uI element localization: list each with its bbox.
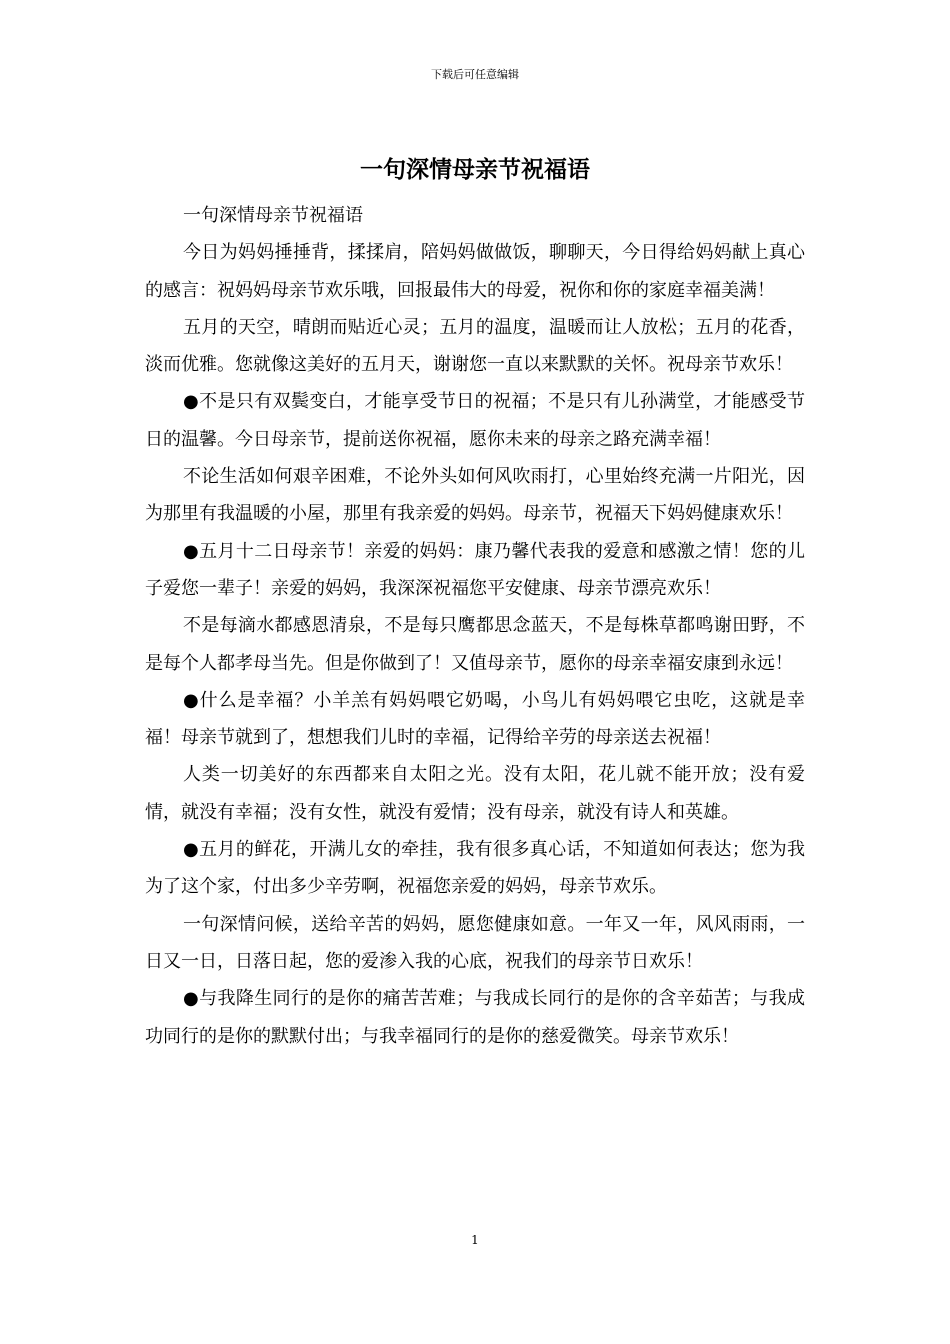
document-title: 一句深情母亲节祝福语 (360, 156, 590, 183)
paragraph: ●不是只有双鬓变白，才能享受节日的祝福；不是只有儿孙满堂，才能感受节日的温馨。今日母亲节，提前送你祝福，愿你未来的母亲之路充满幸福！ (145, 391, 805, 450)
header-note: 下载后可任意编辑 (431, 68, 519, 81)
page-number: 1 (471, 1233, 479, 1247)
paragraph: 人类一切美好的东西都来自太阳之光。没有太阳，花儿就不能开放；没有爱情，就没有幸福；没有女性，就没有爱情；没有母亲，就没有诗人和英雄。 (145, 764, 805, 823)
paragraph: ●五月十二日母亲节！亲爱的妈妈：康乃馨代表我的爱意和感激之情！您的儿子爱您一辈子！亲爱的妈妈，我深深祝福您平安健康、母亲节漂亮欢乐！ (145, 540, 805, 599)
paragraph: ●什么是幸福？小羊羔有妈妈喂它奶喝，小鸟儿有妈妈喂它虫吃，这就是幸福！母亲节就到了，想想我们儿时的幸福，记得给辛劳的母亲送去祝福！ (145, 689, 805, 749)
paragraph: 今日为妈妈捶捶背，揉揉肩，陪妈妈做做饭，聊聊天，今日得给妈妈献上真心的感言：祝妈妈母亲节欢乐哦，回报最伟大的母爱，祝你和你的家庭幸福美满！ (145, 242, 805, 301)
paragraph-subtitle: 一句深情母亲节祝福语 (183, 205, 363, 226)
paragraph: 不论生活如何艰辛困难，不论外头如何风吹雨打，心里始终充满一片阳光，因为那里有我温暖的小屋，那里有我亲爱的妈妈。母亲节，祝福天下妈妈健康欢乐！ (145, 466, 805, 525)
paragraph: 不是每滴水都感恩清泉，不是每只鹰都思念蓝天，不是每株草都鸣谢田野，不是每个人都孝母当先。但是你做到了！又值母亲节，愿你的母亲幸福安康到永远！ (145, 615, 805, 674)
paragraph: 一句深情问候，送给辛苦的妈妈，愿您健康如意。一年又一年，风风雨雨，一日又一日，日落日起，您的爱渗入我的心底，祝我们的母亲节日欢乐！ (145, 913, 805, 972)
document-body (145, 197, 805, 1055)
paragraph: 五月的天空，晴朗而贴近心灵；五月的温度，温暖而让人放松；五月的花香，淡而优雅。您就像这美好的五月天，谢谢您一直以来默默的关怀。祝母亲节欢乐！ (145, 316, 805, 376)
paragraph: ●五月的鲜花，开满儿女的牵挂，我有很多真心话，不知道如何表达；您为我为了这个家，付出多少辛劳啊，祝福您亲爱的妈妈，母亲节欢乐。 (145, 839, 805, 898)
paragraph: ●与我降生同行的是你的痛苦苦难；与我成长同行的是你的含辛茹苦；与我成功同行的是你的默默付出；与我幸福同行的是你的慈爱微笑。母亲节欢乐！ (145, 988, 805, 1047)
